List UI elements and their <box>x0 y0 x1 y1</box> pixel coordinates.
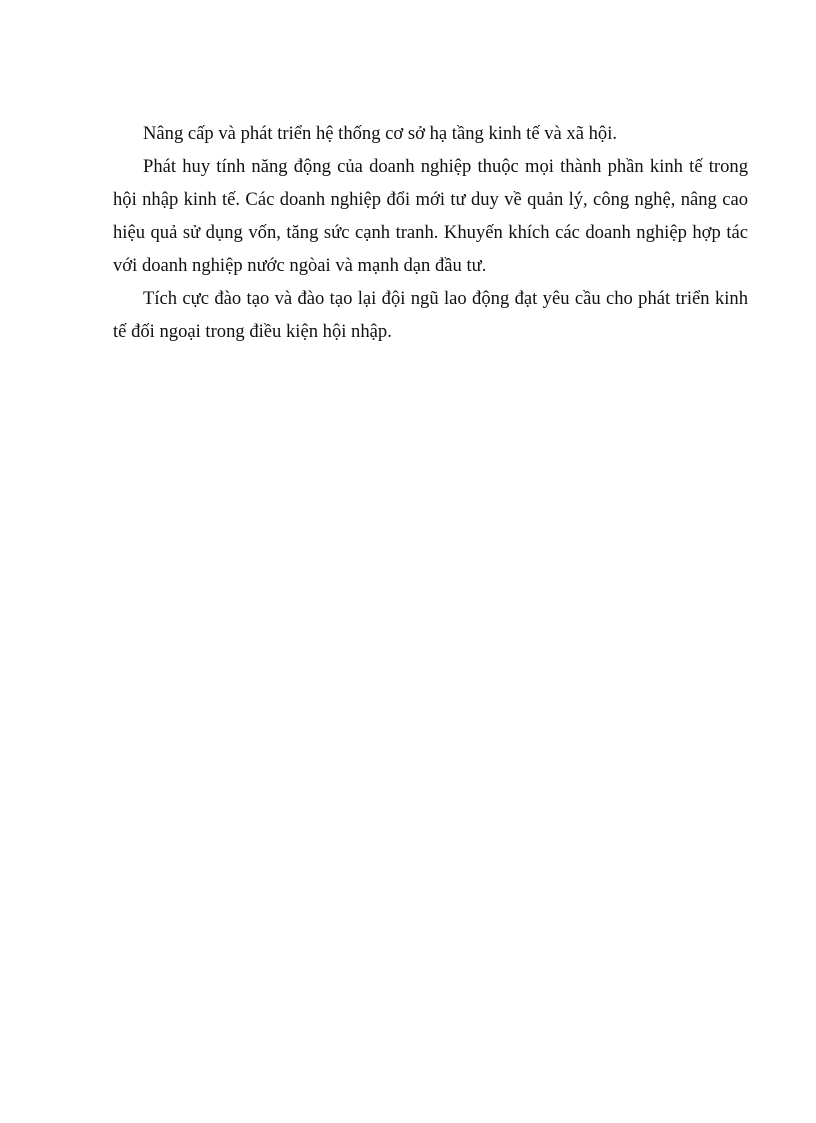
document-body <box>113 117 748 348</box>
paragraph-infrastructure: Nâng cấp và phát triển hệ thống cơ sở hạ tầng kinh tế và xã hội. <box>143 123 618 144</box>
paragraph-labor-training: Tích cực đào tạo và đào tạo lại đội ngũ lao động đạt yêu cầu cho phát triển kinh tế đối ngoại trong điều kiện hội nhập. <box>113 288 748 342</box>
paragraph-enterprise-dynamism: Phát huy tính năng động của doanh nghiệp thuộc mọi thành phần kinh tế trong hội nhập kinh tế. Các doanh nghiệp đổi mới tư duy về quản lý, công nghệ, nâng cao hiệu quả sử dụng vốn, tăng sức cạnh tranh. Khuyến khích các doanh nghiệp hợp tác với doanh nghiệp nước ngòai và mạnh dạn đầu tư. <box>113 156 748 276</box>
